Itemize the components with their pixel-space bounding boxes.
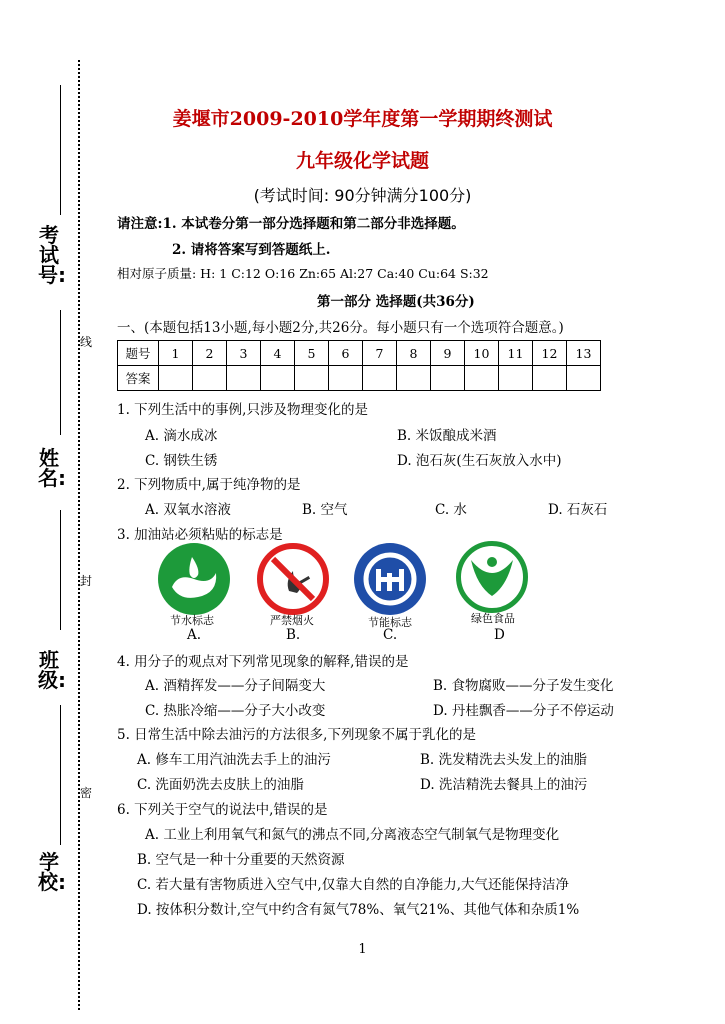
answer-cell[interactable] bbox=[533, 366, 567, 391]
logo-b-letter: B. bbox=[286, 627, 301, 643]
q2-option-c: C. 水 bbox=[435, 502, 467, 518]
name-label: 姓名: bbox=[38, 446, 66, 490]
class-label: 班级: bbox=[38, 648, 66, 692]
q3-stem: 3. 加油站必须粘贴的标志是 bbox=[117, 527, 283, 543]
part1-heading: 第一部分 选择题(共36分) bbox=[317, 294, 475, 310]
question-number-cell: 10 bbox=[465, 341, 499, 366]
question-number-cell: 4 bbox=[261, 341, 295, 366]
notice-line1: 请注意:1. 本试卷分第一部分选择题和第二部分非选择题。 bbox=[117, 216, 465, 232]
q1-option-d: D. 泡石灰(生石灰放入水中) bbox=[397, 453, 562, 469]
part1-intro: 一、(本题包括13小题,每小题2分,共26分。每小题只有一个选项符合题意。) bbox=[117, 320, 564, 336]
answer-cell[interactable] bbox=[329, 366, 363, 391]
question-number-cell: 9 bbox=[431, 341, 465, 366]
q4-option-d: D. 丹桂飘香——分子不停运动 bbox=[433, 703, 614, 719]
q1-option-a: A. 滴水成冰 bbox=[145, 428, 218, 444]
question-number-cell: 12 bbox=[533, 341, 567, 366]
q6-option-c: C. 若大量有害物质进入空气中,仅靠大自然的自净能力,大气还能保持洁净 bbox=[137, 877, 570, 893]
question-number-cell: 6 bbox=[329, 341, 363, 366]
q6-option-d: D. 按体积分数计,空气中约含有氮气78%、氧气21%、其他气体和杂质1% bbox=[137, 902, 580, 918]
answer-cell[interactable] bbox=[193, 366, 227, 391]
exam-info: (考试时间: 90分钟满分100分) bbox=[253, 186, 472, 205]
question-number-cell: 11 bbox=[499, 341, 533, 366]
table-header-cell: 答案 bbox=[118, 366, 159, 391]
q4-option-b: B. 食物腐败——分子发生变化 bbox=[433, 678, 614, 694]
answer-cell[interactable] bbox=[465, 366, 499, 391]
energy-saving-logo-icon bbox=[354, 543, 426, 615]
exam-no-label: 考试号: bbox=[38, 223, 66, 287]
answer-cell[interactable] bbox=[227, 366, 261, 391]
question-number-cell: 3 bbox=[227, 341, 261, 366]
q4-option-c: C. 热胀冷缩——分子大小改变 bbox=[145, 703, 326, 719]
table-header-cell: 题号 bbox=[118, 341, 159, 366]
seal-xian: 线 bbox=[80, 335, 93, 349]
seal-feng: 封 bbox=[80, 574, 93, 588]
logo-a-letter: A. bbox=[187, 627, 202, 643]
q1-option-b: B. 米饭酿成米酒 bbox=[397, 428, 497, 444]
school-label: 学校: bbox=[38, 850, 66, 894]
q6-option-a: A. 工业上利用氧气和氮气的沸点不同,分离液态空气制氧气是物理变化 bbox=[145, 827, 560, 843]
answer-cell[interactable] bbox=[499, 366, 533, 391]
question-number-cell: 13 bbox=[567, 341, 601, 366]
q5-option-a: A. 修车工用汽油洗去手上的油污 bbox=[137, 752, 331, 768]
exam-subtitle: 九年级化学试题 bbox=[295, 150, 429, 172]
answer-cell[interactable] bbox=[431, 366, 465, 391]
green-food-logo-icon bbox=[456, 541, 528, 613]
name-line bbox=[60, 310, 61, 435]
logo-a-caption: 节水标志 bbox=[170, 614, 214, 627]
q6-stem: 6. 下列关于空气的说法中,错误的是 bbox=[117, 802, 328, 818]
seal-mi: 密 bbox=[80, 786, 93, 800]
answer-cell[interactable] bbox=[397, 366, 431, 391]
logo-b-caption: 严禁烟火 bbox=[270, 614, 314, 627]
q2-option-d: D. 石灰石 bbox=[548, 502, 608, 518]
logo-c-letter: C. bbox=[383, 627, 398, 643]
q5-option-c: C. 洗面奶洗去皮肤上的油脂 bbox=[137, 777, 304, 793]
q5-option-b: B. 洗发精洗去头发上的油脂 bbox=[420, 752, 588, 768]
exam-title: 姜堰市2009-2010学年度第一学期期终测试 bbox=[172, 108, 553, 130]
q1-stem: 1. 下列生活中的事例,只涉及物理变化的是 bbox=[117, 402, 368, 418]
logo-d-letter: D bbox=[494, 627, 505, 643]
table-row bbox=[118, 341, 601, 366]
atomic-mass: 相对原子质量: H: 1 C:12 O:16 Zn:65 Al:27 Ca:40 Cu:64 S:32 bbox=[117, 266, 489, 281]
answer-cell[interactable] bbox=[261, 366, 295, 391]
question-number-cell: 2 bbox=[193, 341, 227, 366]
no-fire-logo-icon bbox=[257, 543, 329, 615]
question-number-cell: 1 bbox=[159, 341, 193, 366]
notice-line2: 2. 请将答案写到答题纸上. bbox=[172, 242, 331, 258]
table-row bbox=[118, 366, 601, 391]
q2-option-a: A. 双氧水溶液 bbox=[145, 502, 231, 518]
class-line bbox=[60, 510, 61, 630]
q6-option-b: B. 空气是一种十分重要的天然资源 bbox=[137, 852, 345, 868]
logo-d-caption: 绿色食品 bbox=[471, 612, 515, 625]
water-saving-logo-icon bbox=[158, 543, 230, 615]
q5-stem: 5. 日常生活中除去油污的方法很多,下列现象不属于乳化的是 bbox=[117, 727, 476, 743]
q4-stem: 4. 用分子的观点对下列常见现象的解释,错误的是 bbox=[117, 654, 409, 670]
answer-cell[interactable] bbox=[295, 366, 329, 391]
q5-option-d: D. 洗洁精洗去餐具上的油污 bbox=[420, 777, 588, 793]
q4-option-a: A. 酒精挥发——分子间隔变大 bbox=[145, 678, 326, 694]
question-number-cell: 7 bbox=[363, 341, 397, 366]
q2-option-b: B. 空气 bbox=[302, 502, 348, 518]
school-line bbox=[60, 705, 61, 845]
answer-cell[interactable] bbox=[159, 366, 193, 391]
question-number-cell: 5 bbox=[295, 341, 329, 366]
question-number-cell: 8 bbox=[397, 341, 431, 366]
page-number: 1 bbox=[358, 942, 367, 957]
logo-c-caption: 节能标志 bbox=[368, 616, 412, 629]
answer-cell[interactable] bbox=[363, 366, 397, 391]
answer-table bbox=[117, 340, 601, 391]
answer-cell[interactable] bbox=[567, 366, 601, 391]
q2-stem: 2. 下列物质中,属于纯净物的是 bbox=[117, 477, 301, 493]
q1-option-c: C. 钢铁生锈 bbox=[145, 453, 218, 469]
